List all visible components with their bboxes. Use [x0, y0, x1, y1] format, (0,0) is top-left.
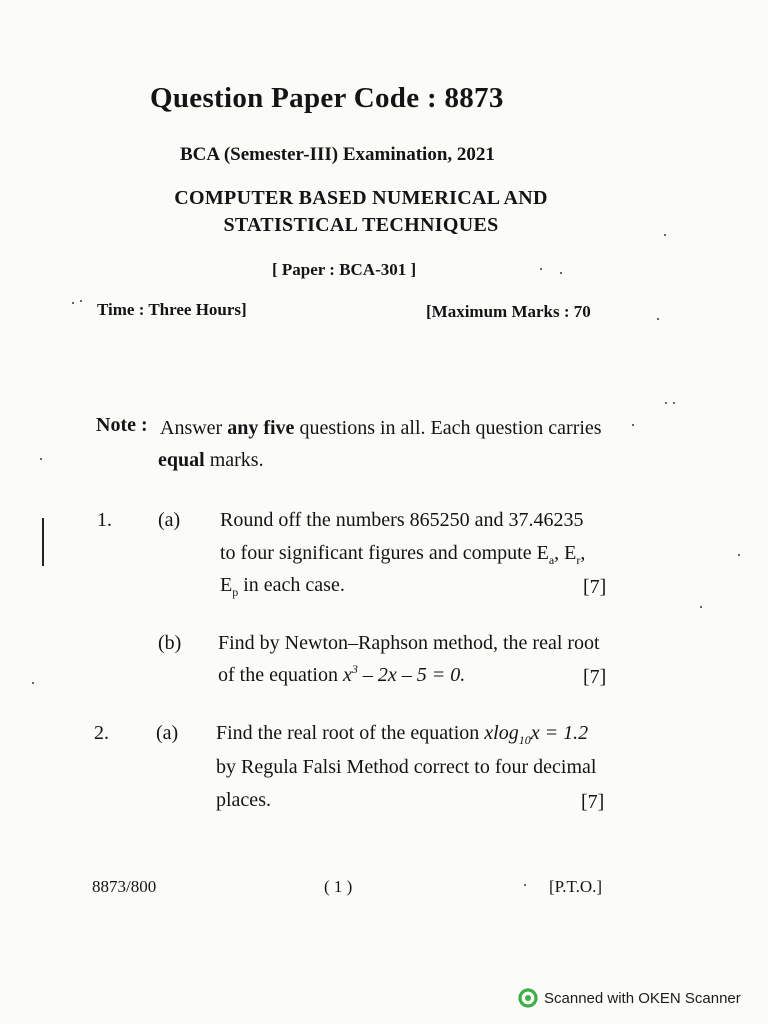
maximum-marks: [Maximum Marks : 70	[426, 302, 591, 321]
scan-speck	[540, 268, 542, 270]
superscript: 3	[351, 662, 358, 676]
question-text-fragment: E	[220, 574, 233, 596]
scan-speck	[700, 606, 702, 608]
equation-text: – 2x – 5 = 0.	[357, 664, 466, 686]
question-text: Round off the numbers 865250 and 37.46235	[220, 509, 584, 531]
subscript: a	[548, 553, 555, 567]
question-part-label: (a)	[158, 509, 181, 531]
course-title-line2: STATISTICAL TECHNIQUES	[223, 214, 499, 236]
scan-speck	[665, 402, 667, 404]
scanner-watermark	[518, 988, 741, 1008]
question-part-label: (b)	[158, 632, 182, 654]
marks-label: [7]	[581, 791, 605, 813]
note-emphasis: equal	[158, 449, 205, 471]
scan-speck	[524, 884, 526, 886]
time-allowed: Time : Three Hours]	[97, 300, 247, 319]
question-text-fragment: to four significant figures and compute E	[220, 542, 549, 564]
question-text: by Regula Falsi Method correct to four decimal	[216, 756, 597, 778]
footer-code: 8873/800	[92, 877, 157, 896]
paper-code: [ Paper : BCA-301 ]	[272, 260, 417, 279]
question-paper-code: Question Paper Code : 8873	[150, 82, 504, 114]
exam-title: BCA (Semester-III) Examination, 2021	[180, 144, 495, 165]
scan-speck	[738, 554, 740, 556]
question-text-fragment: Find the real root of the equation	[216, 722, 485, 744]
question-text	[218, 664, 465, 687]
scan-speck	[673, 402, 675, 404]
question-number: 2.	[94, 722, 109, 744]
scan-speck	[657, 318, 659, 320]
question-part-label: (a)	[156, 722, 179, 744]
marks-label: [7]	[583, 666, 607, 688]
note-text-line2	[158, 449, 264, 472]
question-text-fragment: of the equation	[218, 664, 343, 686]
question-text: Find by Newton–Raphson method, the real root	[218, 632, 600, 654]
note-label: Note :	[96, 414, 148, 436]
scan-speck	[40, 458, 42, 460]
scanner-logo-icon	[518, 988, 538, 1008]
scan-speck	[664, 234, 666, 236]
question-text: places.	[216, 789, 271, 811]
question-text-fragment: in each case.	[238, 574, 345, 596]
question-text	[216, 722, 588, 745]
page-number: ( 1 )	[324, 877, 353, 896]
note-text: questions in all. Each question carries	[294, 417, 602, 439]
question-text-fragment: , E	[554, 542, 577, 564]
course-title-line1: COMPUTER BASED NUMERICAL AND	[174, 187, 548, 209]
scan-speck	[560, 272, 562, 274]
equation-text: x = 1.2	[530, 722, 589, 744]
scan-speck	[72, 302, 74, 304]
equation-variable: x	[342, 664, 352, 686]
note-text: Answer	[160, 417, 228, 439]
scan-speck	[632, 424, 634, 426]
subscript: r	[576, 553, 581, 567]
question-text	[220, 574, 345, 597]
subscript: p	[232, 585, 239, 599]
question-text-fragment: ,	[580, 542, 586, 564]
subscript: 10	[518, 733, 531, 747]
question-number: 1.	[97, 509, 112, 531]
equation-text: xlog	[484, 722, 519, 744]
note-emphasis: any five	[227, 417, 295, 439]
scan-speck	[32, 682, 34, 684]
scanner-watermark-text: Scanned with OKEN Scanner	[544, 989, 741, 1007]
marks-label: [7]	[583, 576, 607, 598]
pto-label: [P.T.O.]	[549, 877, 603, 896]
scan-artifact-mark	[42, 518, 44, 566]
scan-speck	[80, 300, 82, 302]
question-text	[220, 542, 585, 565]
note-text-line1	[160, 417, 602, 440]
note-text: marks.	[204, 449, 264, 471]
